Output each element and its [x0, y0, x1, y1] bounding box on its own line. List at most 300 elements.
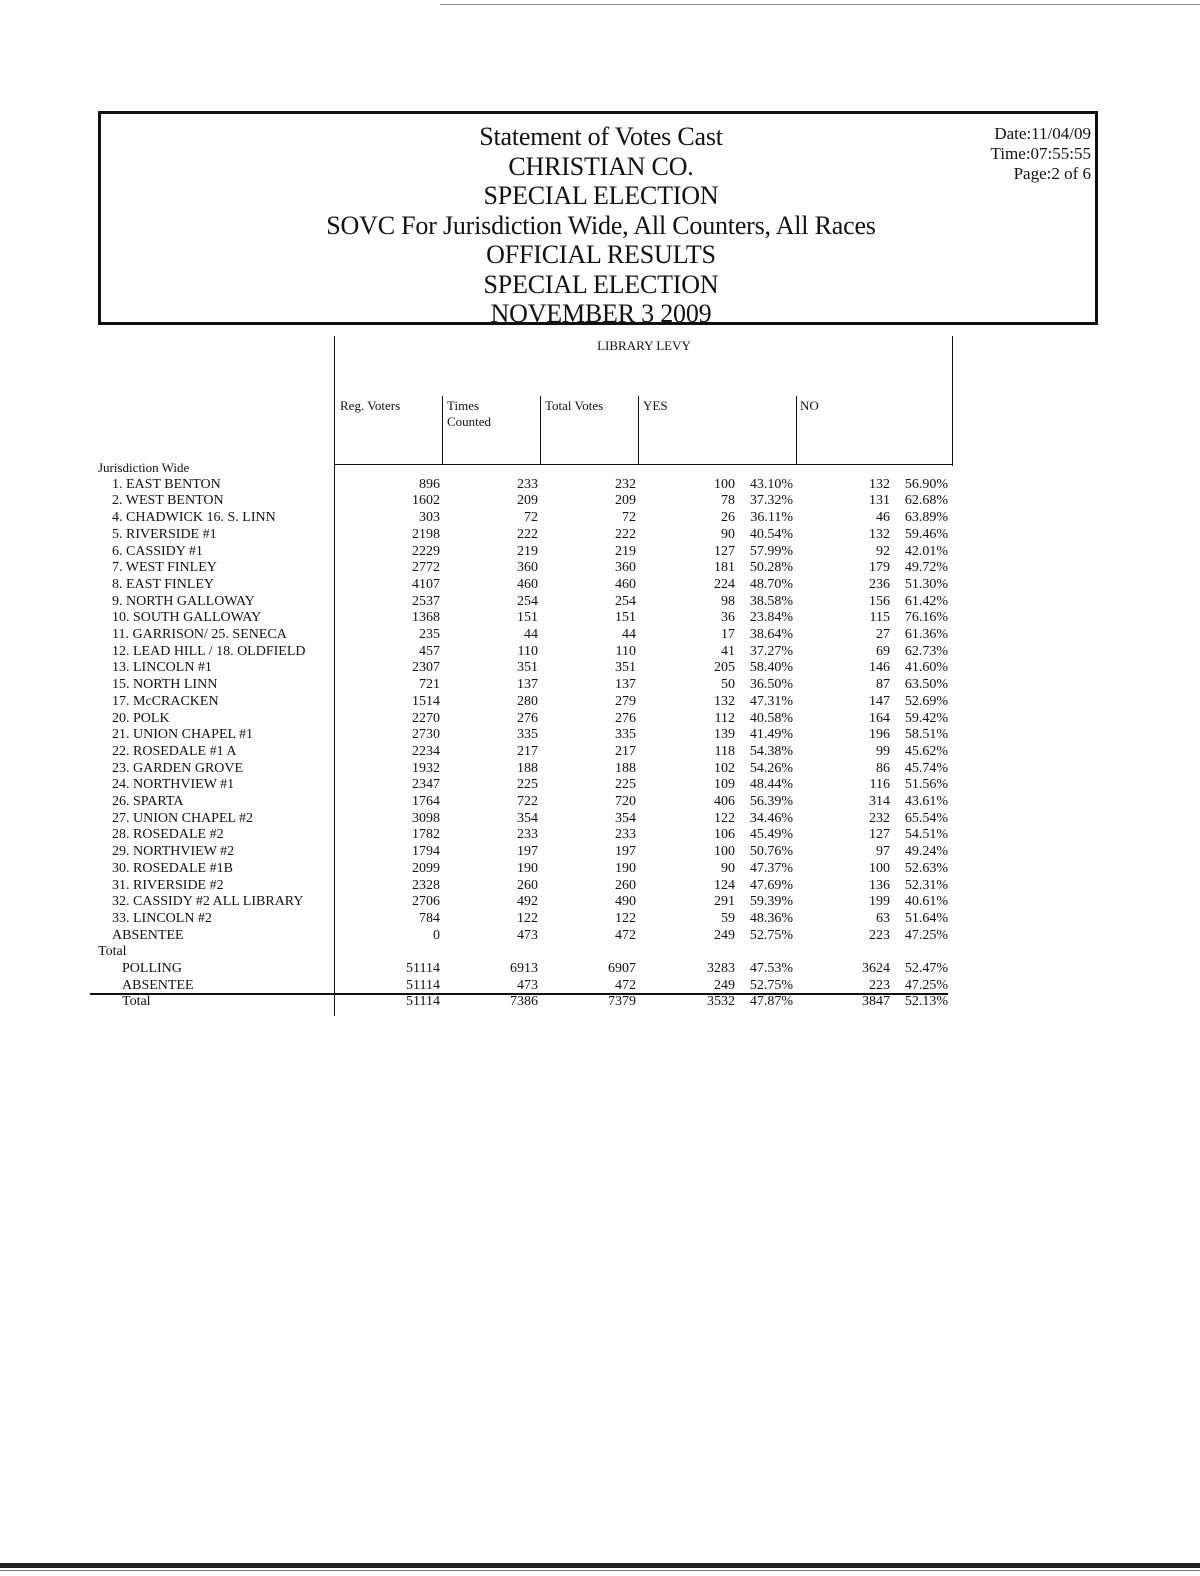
- precinct-name: 5. RIVERSIDE #1: [112, 526, 217, 542]
- cell-tv: 254: [615, 593, 636, 609]
- cell-tv: 472: [615, 927, 636, 943]
- precinct-name: ABSENTEE: [112, 927, 184, 943]
- cell-yp: 47.37%: [749, 860, 793, 876]
- report-time: Time:07:55:55: [990, 144, 1091, 163]
- totals-label: Total: [98, 944, 127, 960]
- cell-nv: 116: [869, 777, 890, 793]
- cell-nv: 132: [869, 476, 890, 492]
- table-row: [98, 610, 958, 627]
- title-line: CHRISTIAN CO.: [508, 151, 694, 181]
- cell-tv: 72: [622, 510, 636, 526]
- table-row: [98, 844, 958, 861]
- precinct-name: 29. NORTHVIEW #2: [112, 844, 235, 860]
- precinct-name: 30. ROSEDALE #1B: [112, 860, 233, 876]
- cell-np: 58.51%: [904, 727, 948, 743]
- cell-yp: 40.58%: [749, 710, 793, 726]
- precinct-name: 31. RIVERSIDE #2: [112, 877, 224, 893]
- cell-tc: 335: [517, 727, 538, 743]
- cell-tv: 197: [615, 844, 636, 860]
- cell-nv: 131: [869, 493, 890, 509]
- cell-reg: 2706: [412, 894, 440, 910]
- cell-reg: 457: [419, 643, 440, 659]
- cell-yv: 124: [714, 877, 735, 893]
- cell-tc: 7386: [510, 994, 538, 1010]
- cell-tv: 354: [615, 810, 636, 826]
- cell-yp: 45.49%: [749, 827, 793, 843]
- cell-tv: 7379: [608, 994, 636, 1010]
- cell-yv: 106: [714, 827, 735, 843]
- bottom-scan-rule-thin: [0, 1570, 1200, 1571]
- cell-yv: 406: [714, 794, 735, 809]
- cell-np: 45.74%: [904, 760, 948, 776]
- section-label: Jurisdiction Wide: [98, 460, 190, 475]
- cell-nv: 199: [869, 894, 890, 910]
- cell-reg: 2270: [412, 710, 440, 726]
- cell-yv: 17: [721, 627, 735, 642]
- cell-np: 47.25%: [904, 927, 948, 943]
- cell-tc: 233: [517, 476, 538, 492]
- report-page: Page:2 of 6: [1013, 164, 1091, 183]
- cell-yv: 132: [714, 693, 735, 709]
- race-frame-right: [952, 336, 953, 466]
- cell-reg: 51114: [406, 977, 440, 993]
- cell-nv: 86: [876, 760, 890, 776]
- report-header: [98, 111, 1098, 328]
- col-divider: [638, 396, 639, 464]
- cell-yp: 50.28%: [749, 560, 793, 576]
- report-date: Date:11/04/09: [994, 124, 1091, 143]
- cell-yp: 38.58%: [749, 593, 793, 609]
- cell-yv: 98: [721, 593, 735, 609]
- cell-tv: 360: [615, 560, 636, 576]
- table-row: [98, 744, 958, 761]
- cell-tc: 360: [517, 560, 538, 576]
- table-row: [98, 560, 958, 577]
- precinct-name: 1. EAST BENTON: [112, 476, 221, 492]
- precinct-name: 28. ROSEDALE #2: [112, 827, 224, 843]
- precinct-name: 22. ROSEDALE #1 A: [112, 743, 237, 759]
- cell-reg: 51114: [406, 961, 440, 976]
- cell-tv: 279: [615, 693, 636, 709]
- cell-reg: 2198: [412, 526, 440, 542]
- precinct-name: 2. WEST BENTON: [112, 493, 224, 509]
- cell-tc: 276: [517, 710, 538, 726]
- cell-reg: 2099: [412, 860, 440, 876]
- cell-nv: 115: [869, 610, 890, 626]
- cell-yp: 37.27%: [749, 643, 793, 659]
- cell-yp: 48.44%: [749, 777, 793, 793]
- cell-reg: 896: [419, 476, 440, 492]
- cell-tv: 260: [615, 877, 636, 893]
- table-row: [98, 894, 958, 911]
- cell-yv: 26: [721, 510, 735, 526]
- cell-tv: 190: [615, 860, 636, 876]
- cell-yv: 100: [714, 476, 735, 492]
- cell-nv: 46: [876, 510, 890, 526]
- cell-yv: 122: [714, 810, 735, 826]
- title-line: NOVEMBER 3 2009: [490, 299, 712, 328]
- cell-yv: 224: [714, 576, 735, 592]
- cell-tc: 722: [517, 794, 538, 809]
- cell-yp: 52.75%: [749, 977, 793, 993]
- cell-yv: 102: [714, 760, 735, 776]
- cell-tv: 188: [615, 760, 636, 776]
- report-meta: [991, 124, 1091, 184]
- cell-nv: 3624: [862, 961, 890, 976]
- precinct-name: 27. UNION CHAPEL #2: [112, 810, 254, 826]
- table-row: [98, 627, 958, 644]
- precinct-name: 9. NORTH GALLOWAY: [112, 593, 255, 609]
- precinct-name: 32. CASSIDY #2 ALL LIBRARY: [112, 894, 304, 910]
- cell-reg: 1514: [412, 693, 440, 709]
- cell-tv: 233: [615, 827, 636, 843]
- cell-np: 52.69%: [904, 693, 948, 709]
- cell-reg: 2537: [412, 593, 440, 609]
- cell-reg: 1602: [412, 493, 440, 509]
- cell-reg: 303: [419, 510, 440, 526]
- cell-yp: 47.69%: [749, 877, 793, 893]
- cell-yv: 59: [721, 910, 735, 926]
- cell-nv: 314: [869, 794, 890, 809]
- cell-yp: 59.39%: [749, 894, 793, 910]
- table-row: [98, 811, 958, 828]
- cell-yp: 56.39%: [749, 794, 793, 809]
- cell-reg: 4107: [412, 576, 440, 592]
- cell-np: 43.61%: [904, 794, 948, 809]
- cell-yp: 37.32%: [749, 493, 793, 509]
- title-line: SOVC For Jurisdiction Wide, All Counters, All Races: [326, 210, 876, 240]
- cell-np: 63.89%: [904, 510, 948, 526]
- cell-np: 63.50%: [904, 677, 948, 693]
- cell-nv: 146: [869, 660, 890, 676]
- cell-tc: 351: [517, 660, 538, 676]
- cell-yv: 90: [721, 860, 735, 876]
- cell-tv: 720: [615, 794, 636, 809]
- precinct-name: 4. CHADWICK 16. S. LINN: [112, 510, 276, 526]
- cell-reg: 2772: [412, 560, 440, 576]
- cell-np: 51.30%: [904, 576, 948, 592]
- cell-yv: 139: [714, 727, 735, 743]
- cell-nv: 99: [876, 743, 890, 759]
- cell-yv: 3283: [707, 961, 735, 976]
- cell-reg: 3098: [412, 810, 440, 826]
- cell-tv: 151: [615, 610, 636, 626]
- table-row: [98, 577, 958, 594]
- cell-nv: 236: [869, 576, 890, 592]
- precinct-name: 21. UNION CHAPEL #1: [112, 727, 254, 743]
- cell-np: 47.25%: [904, 977, 948, 993]
- cell-yv: 100: [714, 844, 735, 860]
- precinct-name: ABSENTEE: [122, 977, 194, 993]
- cell-tv: 351: [615, 660, 636, 676]
- title-line: SPECIAL ELECTION: [483, 181, 719, 210]
- cell-tc: 280: [517, 693, 538, 709]
- cell-tc: 151: [517, 610, 538, 626]
- cell-yp: 54.38%: [749, 743, 793, 759]
- precinct-name: 24. NORTHVIEW #1: [112, 777, 235, 793]
- cell-np: 61.36%: [904, 627, 948, 642]
- cell-yv: 109: [714, 777, 735, 793]
- cell-np: 40.61%: [904, 894, 948, 910]
- precinct-name: 33. LINCOLN #2: [112, 910, 212, 926]
- precinct-name: 10. SOUTH GALLOWAY: [112, 610, 262, 626]
- precinct-name: 20. POLK: [112, 710, 170, 726]
- cell-reg: 235: [419, 627, 440, 642]
- cell-tv: 110: [615, 643, 636, 659]
- precinct-name: 13. LINCOLN #1: [112, 660, 212, 676]
- totals-row: [98, 978, 958, 995]
- cell-nv: 3847: [862, 994, 890, 1010]
- cell-np: 45.62%: [904, 743, 948, 759]
- table-row: [98, 594, 958, 611]
- cell-tv: 44: [622, 627, 636, 642]
- cell-tc: 197: [517, 844, 538, 860]
- col-divider: [540, 396, 541, 464]
- cell-yp: 57.99%: [749, 543, 793, 559]
- precinct-name: POLLING: [122, 961, 182, 976]
- cell-reg: 721: [419, 677, 440, 693]
- cell-nv: 223: [869, 977, 890, 993]
- cell-yv: 50: [721, 677, 735, 693]
- cell-np: 52.13%: [904, 994, 948, 1010]
- cell-tv: 232: [615, 476, 636, 492]
- cell-nv: 87: [876, 677, 890, 693]
- cell-tv: 137: [615, 677, 636, 693]
- cell-yv: 78: [721, 493, 735, 509]
- table-row: [98, 911, 958, 928]
- cell-tv: 490: [615, 894, 636, 910]
- table-row: [98, 878, 958, 895]
- cell-np: 52.31%: [904, 877, 948, 893]
- table-row: [98, 660, 958, 677]
- cell-yv: 249: [714, 927, 735, 943]
- cell-yp: 52.75%: [749, 927, 793, 943]
- cell-yp: 47.53%: [749, 961, 793, 976]
- cell-nv: 100: [869, 860, 890, 876]
- cell-yv: 249: [714, 977, 735, 993]
- cell-tc: 260: [517, 877, 538, 893]
- cell-tc: 219: [517, 543, 538, 559]
- col-header-times-counted: Times Counted: [447, 398, 492, 429]
- cell-yp: 47.31%: [749, 693, 793, 709]
- cell-np: 65.54%: [904, 810, 948, 826]
- cell-nv: 196: [869, 727, 890, 743]
- cell-np: 59.42%: [904, 710, 948, 726]
- cell-np: 49.24%: [904, 844, 948, 860]
- table-row: [98, 477, 958, 494]
- cell-tc: 492: [517, 894, 538, 910]
- cell-reg: 2307: [412, 660, 440, 676]
- precinct-name: 6. CASSIDY #1: [112, 543, 203, 559]
- cell-np: 52.63%: [904, 860, 948, 876]
- cell-np: 52.47%: [904, 961, 948, 976]
- cell-tv: 219: [615, 543, 636, 559]
- precinct-name: 11. GARRISON/ 25. SENECA: [112, 627, 287, 642]
- cell-reg: 2229: [412, 543, 440, 559]
- table-row: [98, 527, 958, 544]
- table-row: [98, 861, 958, 878]
- cell-tc: 72: [524, 510, 538, 526]
- cell-tc: 233: [517, 827, 538, 843]
- cell-yp: 36.50%: [749, 677, 793, 693]
- cell-tv: 122: [615, 910, 636, 926]
- cell-tc: 222: [517, 526, 538, 542]
- cell-reg: 51114: [406, 994, 440, 1010]
- cell-nv: 92: [876, 543, 890, 559]
- cell-tv: 6907: [608, 961, 636, 976]
- cell-tc: 110: [517, 643, 538, 659]
- table-row: [98, 694, 958, 711]
- race-title: LIBRARY LEVY: [597, 338, 691, 353]
- cell-tc: 190: [517, 860, 538, 876]
- cell-tc: 473: [517, 927, 538, 943]
- cell-yp: 23.84%: [749, 610, 793, 626]
- cell-np: 61.42%: [904, 593, 948, 609]
- cell-nv: 223: [869, 927, 890, 943]
- cell-tv: 335: [615, 727, 636, 743]
- cell-reg: 1368: [412, 610, 440, 626]
- cell-nv: 69: [876, 643, 890, 659]
- cell-tv: 209: [615, 493, 636, 509]
- cell-yp: 50.76%: [749, 844, 793, 860]
- cell-tc: 6913: [510, 961, 538, 976]
- totals-row: [98, 994, 958, 1011]
- cell-tv: 472: [615, 977, 636, 993]
- cell-tc: 254: [517, 593, 538, 609]
- table-row: [98, 794, 958, 811]
- cell-tc: 44: [524, 627, 538, 642]
- cell-tv: 222: [615, 526, 636, 542]
- cell-tc: 354: [517, 810, 538, 826]
- cell-nv: 127: [869, 827, 890, 843]
- cell-yp: 40.54%: [749, 526, 793, 542]
- cell-yv: 41: [721, 643, 735, 659]
- cell-np: 51.56%: [904, 777, 948, 793]
- cell-yv: 127: [714, 543, 735, 559]
- cell-nv: 232: [869, 810, 890, 826]
- cell-reg: 2328: [412, 877, 440, 893]
- cell-yp: 48.36%: [749, 910, 793, 926]
- cell-yp: 34.46%: [749, 810, 793, 826]
- cell-np: 41.60%: [904, 660, 948, 676]
- table-row: [98, 827, 958, 844]
- cell-nv: 179: [869, 560, 890, 576]
- col-header-total-votes: Total Votes: [545, 398, 604, 413]
- precinct-name: Total: [122, 994, 151, 1010]
- table-row: [98, 711, 958, 728]
- table-row: [98, 544, 958, 561]
- precinct-name: 23. GARDEN GROVE: [112, 760, 244, 776]
- cell-tc: 122: [517, 910, 538, 926]
- cell-nv: 147: [869, 693, 890, 709]
- cell-yv: 36: [721, 610, 735, 626]
- cell-yv: 291: [714, 894, 735, 910]
- cell-yv: 3532: [707, 994, 735, 1010]
- col-header-yes: YES: [643, 398, 668, 413]
- title-line: SPECIAL ELECTION: [483, 269, 719, 299]
- precinct-name: 26. SPARTA: [112, 794, 184, 809]
- precinct-name: 12. LEAD HILL / 18. OLDFIELD: [112, 643, 306, 659]
- cell-nv: 156: [869, 593, 890, 609]
- title-line: OFFICIAL RESULTS: [486, 240, 716, 269]
- cell-nv: 132: [869, 526, 890, 542]
- top-scan-rule: [440, 4, 1200, 5]
- cell-reg: 1764: [412, 794, 440, 809]
- cell-np: 54.51%: [904, 827, 948, 843]
- cell-tc: 473: [517, 977, 538, 993]
- table-row: [98, 777, 958, 794]
- cell-reg: 784: [419, 910, 440, 926]
- cell-tc: 137: [517, 677, 538, 693]
- cell-yp: 41.49%: [749, 727, 793, 743]
- table-row: [98, 677, 958, 694]
- cell-yp: 43.10%: [749, 476, 793, 492]
- table-row: [98, 727, 958, 744]
- col-header-no: NO: [800, 398, 819, 413]
- cell-tc: 188: [517, 760, 538, 776]
- cell-reg: 0: [433, 927, 440, 943]
- cell-yp: 58.40%: [749, 660, 793, 676]
- cell-np: 49.72%: [904, 560, 948, 576]
- table-row: [98, 493, 958, 510]
- cell-tv: 460: [615, 576, 636, 592]
- col-divider: [442, 396, 443, 464]
- precinct-name: 8. EAST FINLEY: [112, 576, 215, 592]
- cell-tv: 225: [615, 777, 636, 793]
- cell-yp: 47.87%: [749, 994, 793, 1010]
- cell-reg: 2234: [412, 743, 440, 759]
- col-header-reg-voters: Reg. Voters: [340, 398, 401, 413]
- cell-np: 51.64%: [904, 910, 948, 926]
- cell-yv: 112: [714, 710, 735, 726]
- cell-nv: 136: [869, 877, 890, 893]
- title-line: Statement of Votes Cast: [479, 122, 723, 151]
- table-row: [98, 510, 958, 527]
- cell-yv: 118: [714, 743, 735, 759]
- cell-np: 62.68%: [904, 493, 948, 509]
- cell-tc: 225: [517, 777, 538, 793]
- cell-yp: 54.26%: [749, 760, 793, 776]
- col-divider: [796, 396, 797, 464]
- cell-nv: 97: [876, 844, 890, 860]
- precinct-name: 7. WEST FINLEY: [112, 560, 217, 576]
- table-row: [98, 761, 958, 778]
- cell-np: 56.90%: [904, 476, 948, 492]
- precinct-name: 17. McCRACKEN: [112, 693, 219, 709]
- cell-np: 76.16%: [904, 610, 948, 626]
- cell-reg: 2347: [412, 777, 440, 793]
- cell-yp: 48.70%: [749, 576, 793, 592]
- cell-nv: 164: [869, 710, 890, 726]
- cell-tc: 217: [517, 743, 538, 759]
- cell-reg: 2730: [412, 727, 440, 743]
- cell-nv: 27: [876, 627, 890, 642]
- cell-np: 59.46%: [904, 526, 948, 542]
- report-title: [101, 122, 1101, 329]
- cell-reg: 1794: [412, 844, 440, 860]
- cell-tc: 209: [517, 493, 538, 509]
- cell-np: 42.01%: [904, 543, 948, 559]
- bottom-scan-rule: [0, 1563, 1200, 1568]
- cell-yp: 36.11%: [750, 510, 793, 526]
- cell-tv: 276: [615, 710, 636, 726]
- cell-tc: 460: [517, 576, 538, 592]
- cell-nv: 63: [876, 910, 890, 926]
- cell-yp: 38.64%: [749, 627, 793, 642]
- table-row: [98, 644, 958, 661]
- cell-np: 62.73%: [904, 643, 948, 659]
- cell-reg: 1782: [412, 827, 440, 843]
